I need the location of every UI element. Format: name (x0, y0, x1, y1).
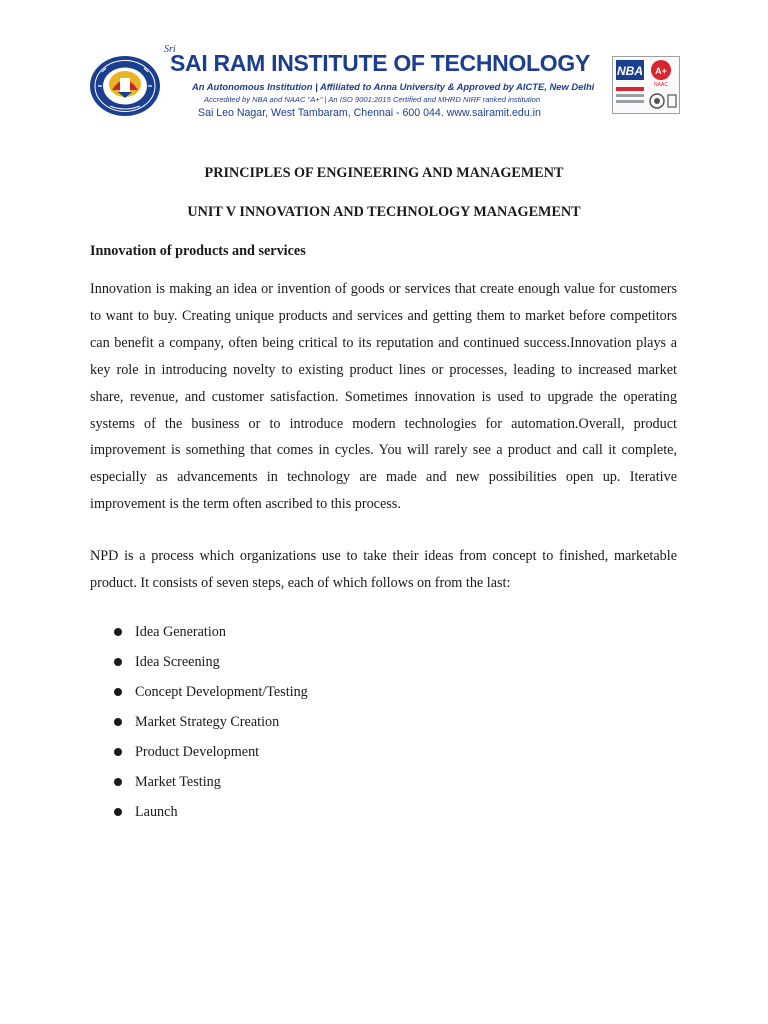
accreditation-badge-logo (612, 56, 680, 114)
institution-seal-logo (88, 54, 162, 118)
list-item (90, 620, 308, 650)
list-item (90, 800, 308, 830)
letterhead (86, 44, 682, 126)
step-label: Idea Generation (135, 624, 226, 640)
npd-steps-list (90, 620, 308, 830)
step-label: Launch (135, 804, 178, 820)
step-label: Concept Development/Testing (135, 684, 308, 700)
bullet-icon (114, 778, 122, 786)
institution-name: SAI RAM INSTITUTE OF TECHNOLOGY (170, 50, 591, 76)
bullet-icon (114, 718, 122, 726)
svg-text:A+: A+ (655, 66, 667, 76)
step-label: Market Strategy Creation (135, 714, 280, 730)
list-item (90, 740, 308, 770)
step-label: Market Testing (135, 774, 221, 790)
bullet-icon (114, 748, 122, 756)
institution-tagline: An Autonomous Institution | Affiliated to Anna University & Approved by AICTE, New Delhi (192, 81, 595, 92)
institution-prefix: Sri (164, 44, 176, 55)
course-title: PRINCIPLES OF ENGINEERING AND MANAGEMENT (204, 165, 564, 181)
list-item (90, 680, 308, 710)
bullet-icon (114, 808, 122, 816)
accreditation-line: Accredited by NBA and NAAC "A+" | An ISO 9001:2015 Certified and MHRD NIRF ranked institution (204, 95, 541, 104)
npd-paragraph: NPD is a process which organizations use to take their ideas from concept to finished, marketable product. It consists of seven steps, each of which follows on from the last: (90, 548, 677, 591)
bullet-icon (114, 688, 122, 696)
bullet-icon (114, 658, 122, 666)
list-item (90, 650, 308, 680)
list-item (90, 770, 308, 800)
innovation-paragraph: Innovation is making an idea or invention of goods or services that create enough value for customers to want to buy. Creating unique products and services and getting them to market before competitors can benefit a company, often being critical to its reputation and continued success.Innovation plays a key role in introducing novelty to existing product lines or processes, leading to increased market share, revenue, and customer satisfaction. Sometimes innovation is used to upgrade the operating systems of the business or to introduce modern technologies for automation.Overall, product improvement is something that comes in cycles. You will rarely see a product and call it complete, especially as advancements in technology are made and new possibilities open up. Iterative improvement is the term often ascribed to this process. (90, 281, 677, 513)
list-item (90, 710, 308, 740)
section-heading: Innovation of products and services (90, 243, 306, 259)
unit-title: UNIT V INNOVATION AND TECHNOLOGY MANAGEMENT (187, 204, 581, 220)
svg-text:NAAC: NAAC (654, 82, 668, 88)
svg-text:NBA: NBA (617, 64, 643, 78)
step-label: Product Development (135, 744, 260, 760)
step-label: Idea Screening (135, 654, 220, 670)
institution-address: Sai Leo Nagar, West Tambaram, Chennai - 600 044. www.sairamit.edu.in (198, 107, 541, 119)
bullet-icon (114, 628, 122, 636)
